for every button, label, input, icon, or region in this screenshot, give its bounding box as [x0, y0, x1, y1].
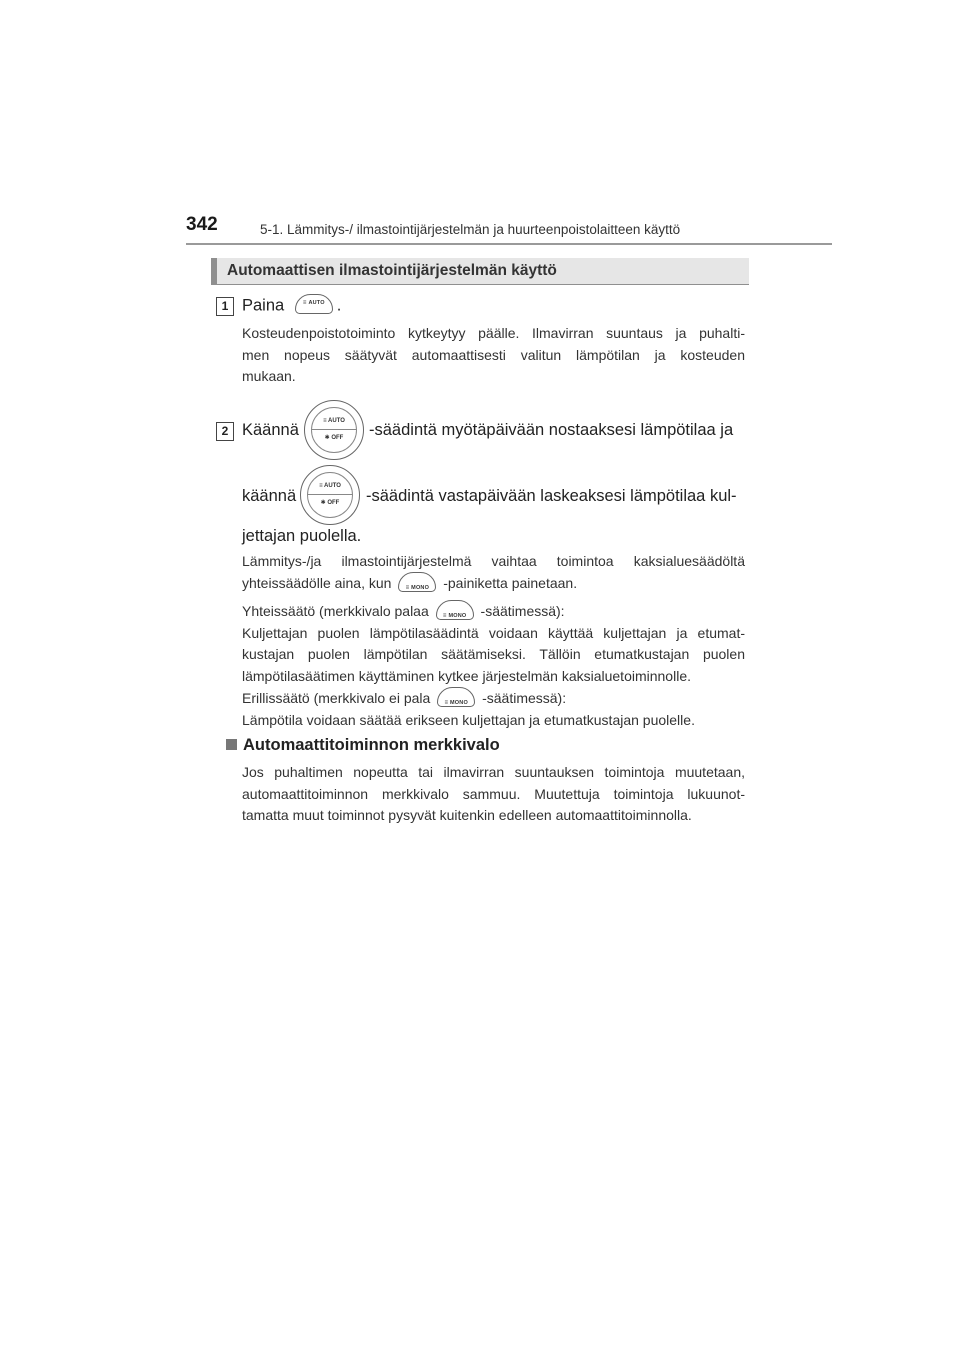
step2-paragraph-3 — [242, 688, 745, 731]
dial-inner-ring — [307, 472, 353, 518]
step2-para2-line: Kuljettajan puolen lämpötilasäädintä voidaan käyttää kuljettajan ja etumat- — [242, 624, 745, 641]
step2-para2-line1 — [242, 601, 745, 623]
step2-para3-line1-before: Erillissäätö (merkkivalo ei pala — [242, 690, 431, 706]
step2-para2-line1-before: Yhteissäätö (merkkivalo palaa — [242, 603, 429, 619]
temperature-dial-icon — [300, 465, 360, 525]
step2-line3: jettajan puolella. — [242, 527, 362, 545]
step2-para3-line1-after: -säätimessä): — [482, 690, 567, 706]
step1-body-line: mukaan. — [242, 368, 296, 384]
mono-button-label: ≡ MONO — [438, 693, 474, 715]
mono-button-label: ≡ MONO — [437, 606, 473, 628]
step1-description — [242, 323, 745, 388]
mono-button-icon — [398, 572, 436, 592]
step2-line2-after: -säädintä vastapäivään laskeaksesi lämpötilaa kul- — [366, 487, 737, 505]
step2-para3-line1 — [242, 688, 745, 710]
subsection-body-line: Jos puhaltimen nopeutta tai ilmavirran suuntauksen toimintoja muutetaan, — [242, 764, 745, 780]
step2-para1-line2 — [242, 573, 745, 595]
step2-para1-line1: Lämmitys-/ja ilmastointijärjestelmä vaihtaa toimintoa kaksialuesäädöltä — [242, 553, 745, 569]
step-badge-1: 1 — [216, 297, 234, 316]
auto-button-icon — [295, 294, 333, 314]
dial-top-label: ≡ AUTO — [301, 483, 359, 489]
header-rule — [186, 243, 832, 245]
temperature-dial-icon — [304, 400, 364, 460]
dial-bottom-label: ✱ OFF — [301, 499, 359, 506]
step2-para2-line: kustajan puolen lämpötilan säätämiseksi. Tällöin etumatkustajan puolen — [242, 646, 745, 662]
dial-divider — [311, 429, 357, 430]
dial-top-label: ≡ AUTO — [305, 418, 363, 424]
step2-para1-line2-after: -painiketta painetaan. — [443, 574, 578, 591]
step1-text-before: Paina — [242, 296, 285, 315]
square-bullet-icon — [226, 739, 237, 750]
step1-body-line: men nopeus säätyvät automaattisesti valitun lämpötilan ja kosteuden — [242, 346, 745, 363]
dial-bottom-label: ✱ OFF — [305, 434, 363, 441]
dial-divider — [307, 494, 353, 495]
step2-line1-before: Käännä — [242, 421, 299, 439]
section-accent — [211, 258, 217, 284]
step2-paragraph-1 — [242, 551, 745, 594]
step2-line2-before: käännä — [242, 487, 297, 505]
mono-button-icon — [437, 687, 475, 707]
step2-para1-line2-before: yhteissäädölle aina, kun — [242, 574, 392, 591]
subsection-body — [242, 762, 745, 827]
subsection-body-line: tamatta muut toiminnot pysyvät kuitenkin edelleen automaattitoiminnolla. — [242, 807, 692, 823]
step-badge-2: 2 — [216, 422, 234, 441]
dial-inner-ring — [311, 407, 357, 453]
step1-body-line: Kosteudenpoistotoiminto kytkeytyy päälle. Ilmavirran suuntaus ja puhalti- — [242, 325, 745, 341]
step1-instruction — [242, 296, 341, 316]
section-title-bar — [211, 258, 749, 285]
auto-button-label: ≡ AUTO — [296, 300, 332, 306]
step2-para2-line1-after: -säätimessä): — [480, 603, 565, 619]
subsection-heading — [226, 736, 500, 755]
subsection-title: Automaattitoiminnon merkkivalo — [243, 736, 500, 754]
page-number: 342 — [186, 214, 218, 235]
step1-text-after: . — [336, 296, 342, 315]
step2-para2-line: lämpötilasäätimen käyttäminen kytkee järjestelmän kaksialuetoiminnolle. — [242, 667, 691, 684]
step2-line1-after: -säädintä myötäpäivään nostaaksesi lämpötilaa ja — [369, 421, 734, 439]
mono-button-icon — [436, 600, 474, 620]
subsection-body-line: automaattitoiminnon merkkivalo sammuu. Muutettuja toimintoja lukuunot- — [242, 785, 745, 802]
running-header: 5-1. Lämmitys-/ ilmastointijärjestelmän ja huurteenpoistolaitteen käyttö — [260, 222, 681, 237]
section-title: Automaattisen ilmastointijärjestelmän käyttö — [227, 262, 557, 279]
mono-button-label: ≡ MONO — [399, 578, 435, 600]
step2-paragraph-2 — [242, 601, 745, 687]
step2-para3-line2: Lämpötila voidaan säätää erikseen kuljettajan ja etumatkustajan puolelle. — [242, 711, 695, 728]
